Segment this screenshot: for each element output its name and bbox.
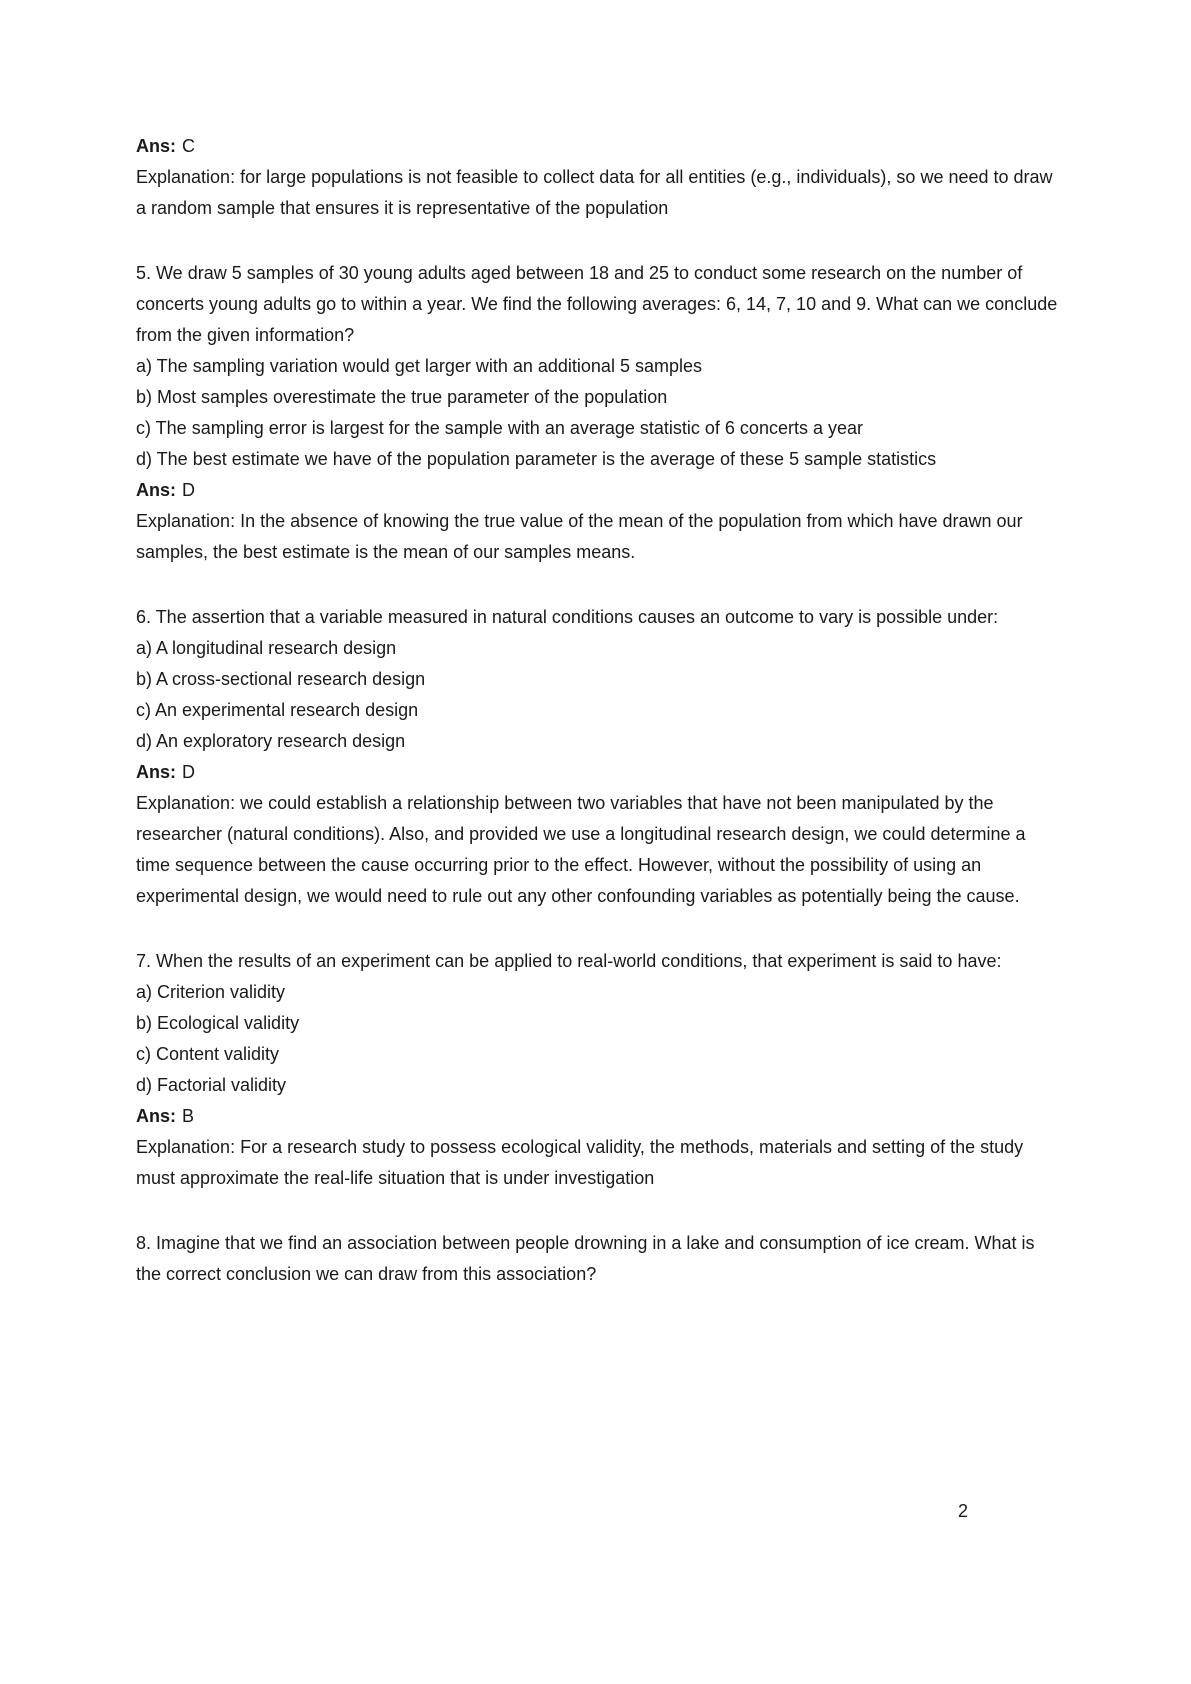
answer-label: Ans: — [136, 136, 176, 156]
explanation-text: Explanation: In the absence of knowing the true value of the mean of the population from which have drawn our samples, the best estimate is the mean of our samples means. — [136, 511, 1023, 562]
option-d: d) The best estimate we have of the population parameter is the average of these 5 sample statistics — [136, 449, 937, 469]
question-text: 6. The assertion that a variable measured in natural conditions causes an outcome to vary is possible under: — [136, 607, 999, 627]
option-a: a) Criterion validity — [136, 982, 286, 1002]
answer-value: D — [182, 480, 195, 500]
option-a: a) A longitudinal research design — [136, 638, 397, 658]
question-text: 8. Imagine that we find an association between people drowning in a lake and consumption of ice cream. What is the correct conclusion we can draw from this association? — [136, 1233, 1035, 1284]
document-content — [136, 131, 1058, 1324]
explanation-text: Explanation: for large populations is not feasible to collect data for all entities (e.g., individuals), so we need to draw a random sample that ensures it is representative of the population — [136, 167, 1053, 218]
option-c: c) An experimental research design — [136, 700, 419, 720]
answer-value: D — [182, 762, 195, 782]
option-b: b) Most samples overestimate the true parameter of the population — [136, 387, 668, 407]
option-d: d) An exploratory research design — [136, 731, 406, 751]
question-text: 7. When the results of an experiment can be applied to real-world conditions, that experiment is said to have: — [136, 951, 1002, 971]
question-text: 5. We draw 5 samples of 30 young adults aged between 18 and 25 to conduct some research on the number of concerts young adults go to within a year. We find the following averages: 6, 14, 7, 10 and 9. What can we conclude from the given information? — [136, 263, 1058, 345]
answer-line — [136, 1101, 1058, 1132]
answer-label: Ans: — [136, 1106, 176, 1126]
answer-value: B — [182, 1106, 195, 1126]
question-block-7 — [136, 946, 1058, 1194]
answer-label: Ans: — [136, 480, 176, 500]
explanation-text: Explanation: we could establish a relationship between two variables that have not been manipulated by the researcher (natural conditions). Also, and provided we use a longitudinal research design, we could determine a time sequence between the cause occurring prior to the effect. However, without the possibility of using an experimental design, we would need to rule out any other confounding variables as potentially being the cause. — [136, 793, 1026, 906]
answer-block-q4 — [136, 131, 1058, 224]
question-block-8 — [136, 1228, 1058, 1290]
question-block-6 — [136, 602, 1058, 912]
option-b: b) A cross-sectional research design — [136, 669, 426, 689]
answer-line — [136, 475, 1058, 506]
option-b: b) Ecological validity — [136, 1013, 300, 1033]
option-c: c) The sampling error is largest for the sample with an average statistic of 6 concerts a year — [136, 418, 863, 438]
answer-line — [136, 757, 1058, 788]
answer-value: C — [182, 136, 195, 156]
option-a: a) The sampling variation would get larger with an additional 5 samples — [136, 356, 702, 376]
question-block-5 — [136, 258, 1058, 568]
answer-label: Ans: — [136, 762, 176, 782]
answer-line — [136, 131, 1058, 162]
option-d: d) Factorial validity — [136, 1075, 287, 1095]
option-c: c) Content validity — [136, 1044, 280, 1064]
explanation-text: Explanation: For a research study to possess ecological validity, the methods, materials and setting of the study must approximate the real-life situation that is under investigation — [136, 1137, 1024, 1188]
page-number: 2 — [958, 1501, 969, 1521]
